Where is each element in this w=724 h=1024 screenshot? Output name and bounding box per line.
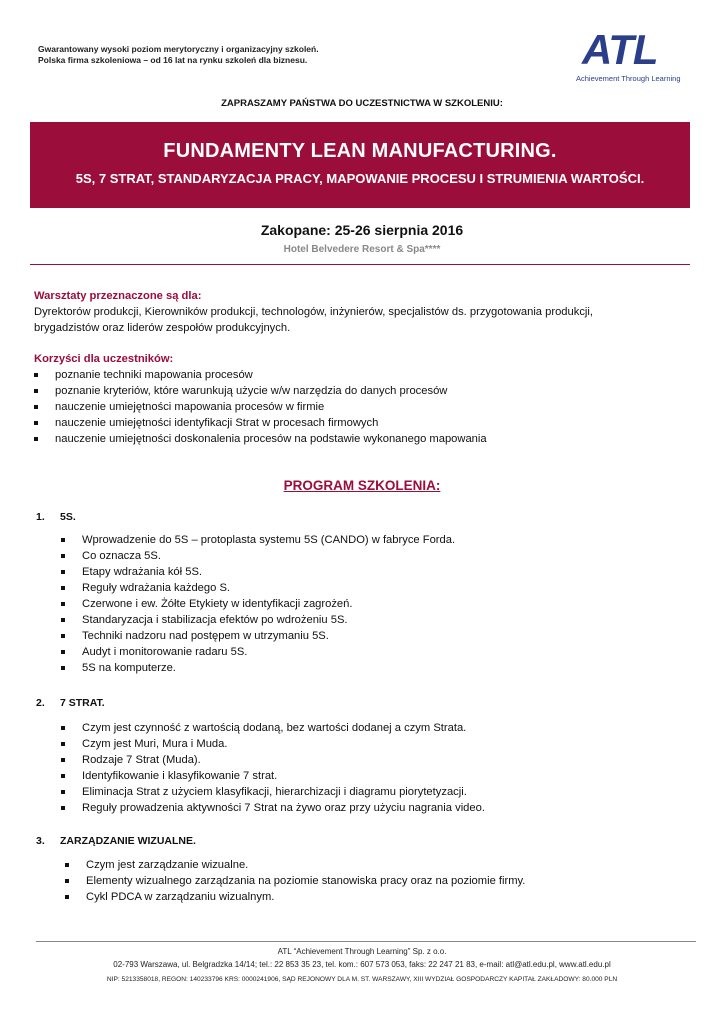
benefits-list: [31, 367, 694, 447]
list-item: Etapy wdrażania kół 5S.: [58, 564, 678, 580]
footer-company: ATL “Achievement Through Learning” Sp. z o.o.: [277, 947, 447, 956]
module-title: 7 STRAT.: [60, 697, 105, 709]
module-1-list: [58, 532, 678, 676]
module-1-heading: [36, 511, 76, 523]
list-item: Reguły prowadzenia aktywności 7 Strat na żywo oraz przy użyciu nagrania video.: [58, 800, 678, 816]
title-banner: [30, 122, 690, 208]
list-item: 5S na komputerze.: [58, 660, 678, 676]
divider: [30, 264, 690, 265]
benefits-heading: Korzyści dla uczestników:: [34, 353, 174, 365]
list-item: Identyfikowanie i klasyfikowanie 7 strat.: [58, 768, 678, 784]
module-number: 3.: [36, 835, 45, 847]
audience-section: [34, 288, 694, 336]
audience-heading: Warsztaty przeznaczone są dla:: [34, 290, 202, 302]
audience-line-2: brygadzistów oraz liderów zespołów produkcyjnych.: [34, 322, 291, 334]
module-title: ZARZĄDZANIE WIZUALNE.: [60, 835, 196, 847]
module-number: 1.: [36, 511, 45, 523]
list-item: Eliminacja Strat z użyciem klasyfikacji, hierarchizacji i diagramu piorytetyzacji.: [58, 784, 678, 800]
tagline-line-2: Polska firma szkoleniowa – od 16 lat na rynku szkoleń dla biznesu.: [38, 55, 308, 65]
list-item: Cykl PDCA w zarządzaniu wizualnym.: [62, 889, 682, 905]
module-number: 2.: [36, 697, 45, 709]
list-item: Czym jest zarządzanie wizualne.: [62, 857, 682, 873]
audience-line-1: Dyrektorów produkcji, Kierowników produkcji, technologów, inżynierów, specjalistów ds. przygotowania produkcji,: [34, 306, 594, 318]
module-title: 5S.: [60, 511, 76, 523]
list-item: Czerwone i ew. Żółte Etykiety w identyfikacji zagrożeń.: [58, 596, 678, 612]
list-item: nauczenie umiejętności doskonalenia procesów na podstawie wykonanego mapowania: [31, 431, 694, 447]
footer-registration: NIP: 5213358018, REGON: 140233796 KRS: 0000241906, SĄD REJONOWY DLA M. ST. WARSZAWY, XIII WYDZIAŁ GOSPODARCZY KAPITAŁ ZAKŁADOWY: 80.000 PLN: [106, 976, 618, 983]
list-item: Audyt i monitorowanie radaru 5S.: [58, 644, 678, 660]
list-item: Rodzaje 7 Strat (Muda).: [58, 752, 678, 768]
list-item: Elementy wizualnego zarządzania na poziomie stanowiska pracy oraz na poziomie firmy.: [62, 873, 682, 889]
list-item: nauczenie umiejętności identyfikacji Strat w procesach firmowych: [31, 415, 694, 431]
tagline-line-1: Gwarantowany wysoki poziom merytoryczny i organizacyjny szkoleń.: [38, 44, 319, 54]
footer-contact: 02-793 Warszawa, ul. Belgradzka 14/14; tel.: 22 853 35 23, tel. kom.: 607 573 053, faks: 22 247 21 83, e-mail: atl@atl.edu.pl, www.atl.edu.pl: [113, 960, 611, 969]
course-title: FUNDAMENTY LEAN MANUFACTURING.: [163, 140, 557, 162]
logo-text: ATL: [582, 26, 658, 73]
logo-subtitle: Achievement Through Learning: [576, 74, 681, 83]
module-2-heading: [36, 697, 105, 709]
program-title: PROGRAM SZKOLENIA:: [283, 478, 441, 493]
list-item: Wprowadzenie do 5S – protoplasta systemu 5S (CANDO) w fabryce Forda.: [58, 532, 678, 548]
list-item: poznanie techniki mapowania procesów: [31, 367, 694, 383]
list-item: Czym jest Muri, Mura i Muda.: [58, 736, 678, 752]
list-item: Co oznacza 5S.: [58, 548, 678, 564]
header-tagline: [38, 44, 319, 66]
list-item: nauczenie umiejętności mapowania procesów w firmie: [31, 399, 694, 415]
module-3-list: [62, 857, 682, 905]
atl-logo: [562, 26, 690, 90]
hotel-name: Hotel Belvedere Resort & Spa****: [283, 244, 441, 255]
course-subtitle: 5S, 7 STRAT, STANDARYZACJA PRACY, MAPOWANIE PROCESU I STRUMIENIA WARTOŚCI.: [75, 171, 645, 186]
module-3-heading: [36, 835, 196, 847]
list-item: Standaryzacja i stabilizacja efektów po wdrożeniu 5S.: [58, 612, 678, 628]
list-item: Reguły wdrażania każdego S.: [58, 580, 678, 596]
venue-date: Zakopane: 25-26 sierpnia 2016: [260, 222, 464, 238]
invite-text: ZAPRASZAMY PAŃSTWA DO UCZESTNICTWA W SZKOLENIU:: [221, 98, 503, 109]
list-item: poznanie kryteriów, które warunkują użycie w/w narzędzia do danych procesów: [31, 383, 694, 399]
benefits-section: [34, 351, 694, 447]
module-2-list: [58, 720, 678, 816]
list-item: Czym jest czynność z wartością dodaną, bez wartości dodanej a czym Strata.: [58, 720, 678, 736]
footer-divider: [36, 941, 696, 942]
list-item: Techniki nadzoru nad postępem w utrzymaniu 5S.: [58, 628, 678, 644]
